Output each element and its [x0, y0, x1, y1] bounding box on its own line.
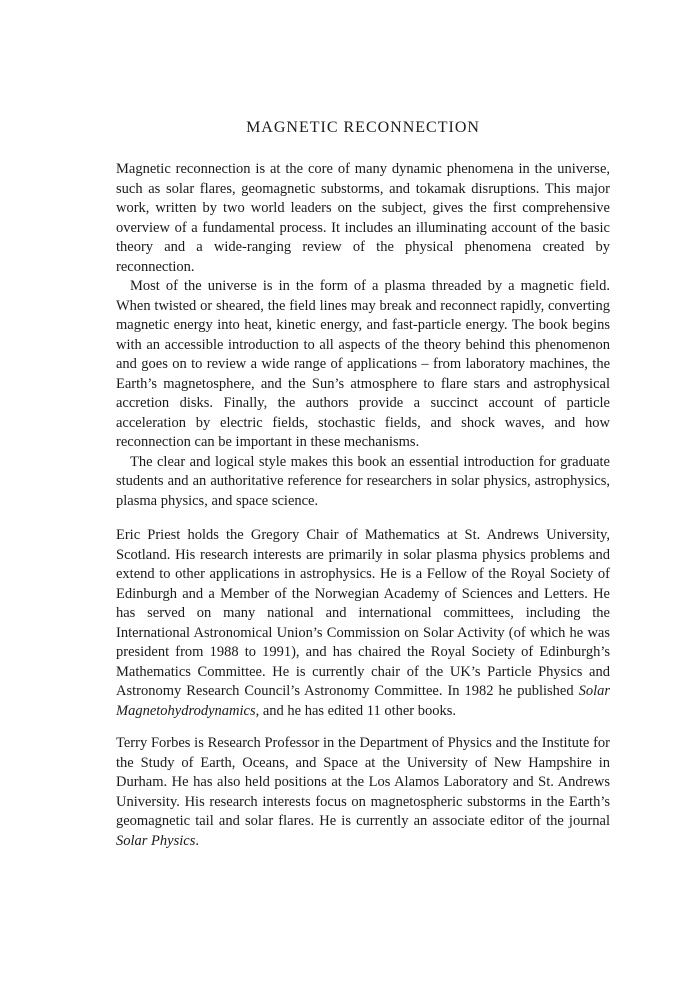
description-paragraph-1: Magnetic reconnection is at the core of many dynamic phenomena in the universe, such as solar flares, geomagnetic substorms, and tokamak disruptions. This major work, written by two world leaders on the subject, gives the first comprehensive overview of a fundamental process. It includes an illuminating account of the basic theory and a wide-ranging review of the physical phenomena created by reconnection. [116, 161, 610, 275]
bio-forbes-paragraph [116, 734, 610, 851]
description-paragraph-2: Most of the universe is in the form of a plasma threaded by a magnetic field. When twisted or sheared, the field lines may break and reconnect rapidly, converting magnetic energy into heat, kinetic energy, and fast-particle energy. The book begins with an accessible introduction to all aspects of the theory behind this phenomenon and goes on to review a wide range of applications – from laboratory machines, the Earth’s magnetosphere, and the Sun’s atmosphere to flare stars and astrophysical accretion disks. Finally, the authors provide a succinct account of particle acceleration by electric fields, stochastic fields, and shock waves, and how reconnection can be important in these mechanisms. [116, 278, 610, 450]
bio-forbes-text: Terry Forbes is Research Professor in the Department of Physics and the Institute for the Study of Earth, Oceans, and Space at the University of New Hampshire in Durham. He has also held positions at the Los Alamos Laboratory and St. Andrews University. His research interests focus on magnetospheric substorms in the Earth’s geomagnetic tail and solar flares. He is currently an associate editor of the journal [116, 735, 610, 829]
page [116, 0, 610, 851]
author-bio-forbes [116, 734, 610, 851]
bio-priest-book-title: Solar Magnetohydrodynamics [116, 683, 610, 719]
description-paragraph-3: The clear and logical style makes this book an essential introduction for graduate students and an authoritative reference for researchers in solar physics, astrophysics, plasma physics, and space science. [116, 453, 610, 509]
bio-forbes-journal-title: Solar Physics [116, 832, 196, 849]
bio-priest-text-end: , and he has edited 11 other books. [255, 702, 457, 719]
author-bio-priest [116, 526, 610, 721]
bio-priest-text: Eric Priest holds the Gregory Chair of Mathematics at St. Andrews University, Scotland. His research interests are primarily in solar plasma physics problems and extend to other applications in astrophysics. He is a Fellow of the Royal Society of Edinburgh and a Member of the Norwegian Academy of Sciences and Letters. He has served on many national and international committees, including the International Astronomical Union’s Commission on Solar Activity (of which he was president from 1988 to 1991), and has chaired the Royal Society of Edinburgh’s Mathematics Committee. He is currently chair of the UK’s Particle Physics and Astronomy Research Council’s Astronomy Committee. In 1982 he published [116, 527, 610, 699]
book-description [116, 160, 610, 511]
bio-forbes-text-end: . [195, 832, 199, 849]
book-title: MAGNETIC RECONNECTION [246, 119, 480, 136]
bio-priest-paragraph [116, 526, 610, 721]
